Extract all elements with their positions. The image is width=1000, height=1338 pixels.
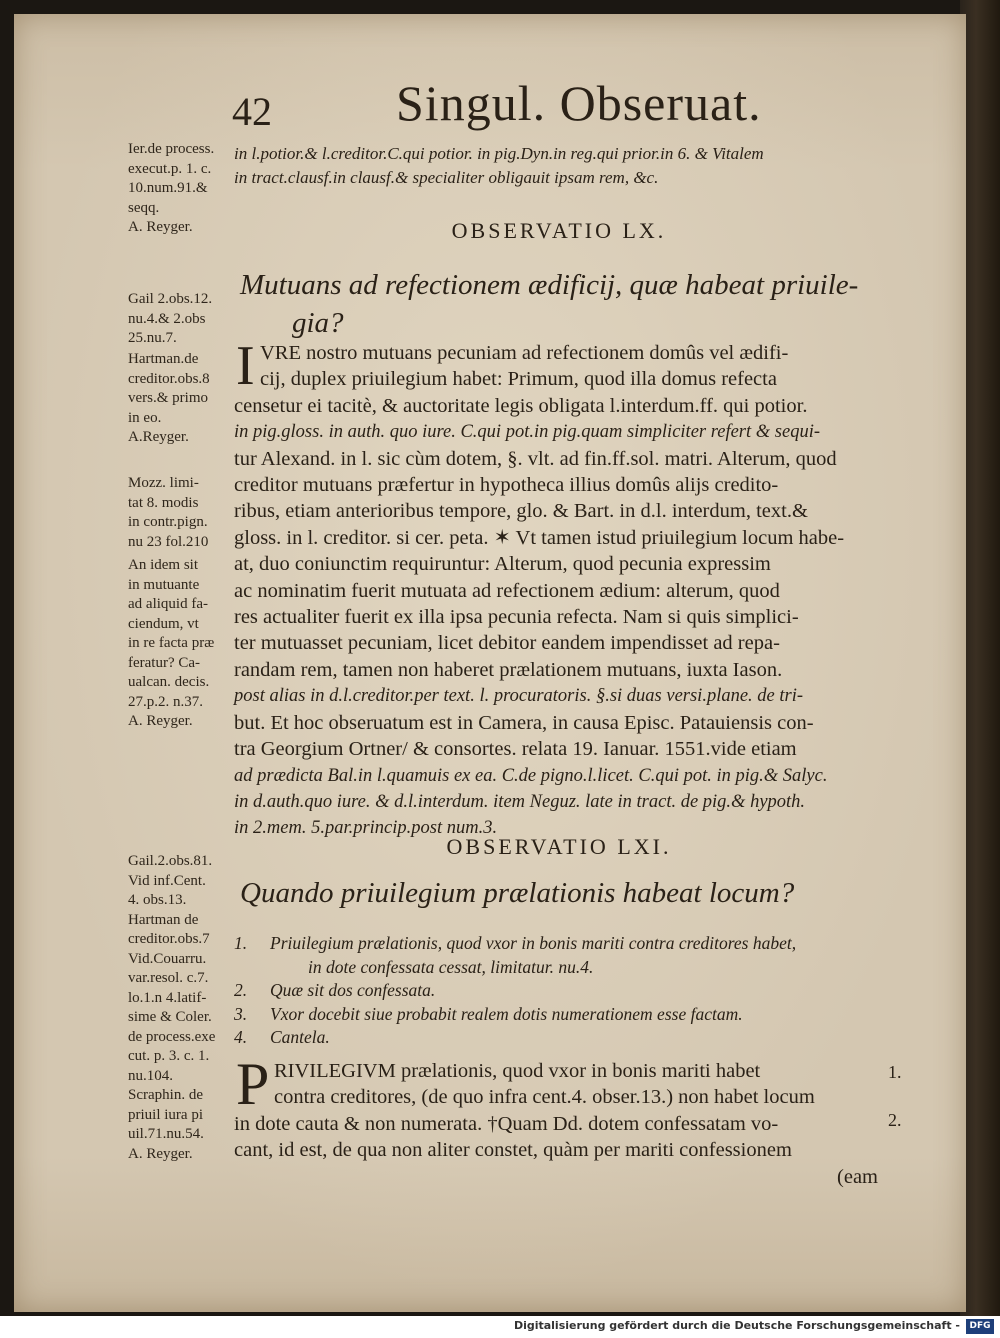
margin-note-line: var.resol. c.7. xyxy=(128,970,209,986)
body-line: VRE nostro mutuans pecuniam ad refectionem domûs vel ædifi- xyxy=(260,342,789,364)
observation-60-heading: OBSERVATIO LX. xyxy=(451,218,667,243)
margin-note-top xyxy=(128,140,238,238)
running-title: Singul. Obseruat. xyxy=(396,75,762,131)
title-line: Mutuans ad refectionem ædificij, quæ habeat priuile- xyxy=(240,269,859,301)
body-line: gloss. in l. creditor. si cer. peta. ✶ Vt tamen istud priuilegium locum habe- xyxy=(234,526,845,549)
margin-note-line: A.Reyger. xyxy=(128,429,189,445)
margin-note-line: 25.nu.7. xyxy=(128,330,177,346)
margin-note-line: Ier.de process. xyxy=(128,141,215,157)
margin-note-line: ualcan. decis. xyxy=(128,674,210,690)
observation-60-body xyxy=(234,335,884,842)
body-line: contra creditores, (de quo infra cent.4. obser.13.) non habet locum xyxy=(274,1086,815,1109)
dfg-logo-icon: DFG xyxy=(966,1319,994,1334)
margin-note-line: Scraphin. de xyxy=(128,1087,203,1103)
summary-item xyxy=(234,1026,884,1050)
margin-note-line: A. Reyger. xyxy=(128,1145,193,1162)
margin-note-line: ciendum, vt xyxy=(128,615,199,632)
title-line: gia? xyxy=(292,307,344,339)
summary-text: Quæ sit dos confessata. xyxy=(270,980,436,1001)
margin-note-line: seqq. xyxy=(128,199,160,216)
margin-note-line: Hartman de xyxy=(128,911,199,928)
margin-note-line: lo.1.n 4.latif- xyxy=(128,989,207,1006)
body-line: in pig.gloss. in auth. quo iure. C.qui pot.in pig.quam simpliciter refert & sequi- xyxy=(234,422,820,443)
margin-note-line: tat 8. modis xyxy=(128,494,199,511)
body-line: tra Georgium Ortner/ & consortes. relata 19. Ianuar. 1551.vide etiam xyxy=(234,738,797,761)
margin-note-line: feratur? Ca- xyxy=(128,654,201,671)
text-line: in tract.clausf.in clausf.& specialiter obligauit ipsam rem, &c. xyxy=(234,168,659,187)
body-line: but. Et hoc obseruatum est in Camera, in causa Episc. Patauiensis con- xyxy=(234,711,814,734)
margin-note-line: cut. p. 3. c. 1. xyxy=(128,1048,210,1064)
summary-text: Vxor docebit siue probabit realem dotis numerationem esse factam. xyxy=(270,1003,743,1024)
body-line: cant, id est, de qua non aliter constet, quàm per mariti confessionem xyxy=(234,1139,792,1162)
body-line: cij, duplex priuilegium habet: Primum, quod illa domus refecta xyxy=(260,368,777,391)
drop-cap-obs61: P xyxy=(236,1051,270,1117)
body-line: randam rem, tamen non haberet prælationem mutuans, iuxta Iason. xyxy=(234,658,783,681)
body-line: ac nominatim fuerit mutuata ad refectionem ædium: alterum, quod xyxy=(234,579,780,602)
margin-note-line: Vid inf.Cent. xyxy=(128,872,206,889)
body-line: tur Alexand. in l. sic cùm dotem, §. vlt. ad fin.ff.sol. matri. Alterum, quod xyxy=(234,447,837,470)
margin-note-line: A. Reyger. xyxy=(128,713,193,729)
margin-note-obs60-b xyxy=(128,350,238,448)
margin-note-line: 10.num.91.& xyxy=(128,180,208,196)
margin-note-line: uil.71.nu.54. xyxy=(128,1126,204,1142)
margin-note-line: Gail 2.obs.12. xyxy=(128,291,213,307)
summary-number: 2. xyxy=(234,980,248,1001)
margin-note-line: ad aliquid fa- xyxy=(128,596,208,612)
summary-number: 4. xyxy=(234,1027,248,1048)
body-line: in 2.mem. 5.par.princip.post num.3. xyxy=(234,818,498,839)
text-line: in l.potior.& l.creditor.C.qui potior. in pig.Dyn.in reg.qui prior.in 6. & Vitalem xyxy=(234,144,764,163)
margin-note-line: in contr.pign. xyxy=(128,514,208,530)
margin-note-line: Hartman.de xyxy=(128,351,199,367)
continuation-text xyxy=(234,142,884,190)
margin-note-line: in re facta præ xyxy=(128,635,215,651)
body-line: creditor mutuans præfertur in hypotheca illius domûs alijs credito- xyxy=(234,474,779,497)
observation-61-heading: OBSERVATIO LXI. xyxy=(446,834,672,859)
side-number: 2. xyxy=(888,1110,902,1130)
margin-note-line: sime & Coler. xyxy=(128,1009,212,1025)
margin-note-line: de process.exe xyxy=(128,1028,216,1045)
margin-note-obs60-a xyxy=(128,290,238,349)
body-line: in d.auth.quo iure. & d.l.interdum. item Neguz. late in tract. de pig.& hypoth. xyxy=(234,791,806,812)
summary-number: 1. xyxy=(234,933,248,953)
drop-cap-obs60: I xyxy=(236,335,255,397)
margin-note-line: Gail.2.obs.81. xyxy=(128,853,213,869)
margin-note-line: creditor.obs.7 xyxy=(128,931,210,947)
margin-note-line: nu.104. xyxy=(128,1067,173,1084)
margin-note-line: A. Reyger. xyxy=(128,219,193,235)
margin-note-line: Mozz. limi- xyxy=(128,475,199,491)
summary-item xyxy=(234,979,884,1003)
footer-bar xyxy=(0,1316,1000,1338)
body-line: (eam xyxy=(837,1165,878,1188)
footer-funding-text: Digitalisierung gefördert durch die Deutsche Forschungsgemeinschaft - xyxy=(513,1319,960,1332)
side-number: 1. xyxy=(888,1062,902,1082)
summary-number: 3. xyxy=(234,1003,248,1024)
page-number: 42 xyxy=(232,89,272,134)
margin-note-line: nu 23 fol.210 xyxy=(128,533,209,550)
summary-item-continuation xyxy=(234,956,884,980)
body-line: ter mutuasset pecuniam, licet debitor eandem impendisset ad repa- xyxy=(234,632,780,655)
summary-item xyxy=(234,1003,884,1027)
margin-note-line: vers.& primo xyxy=(128,390,208,406)
summary-text: Cantela. xyxy=(270,1027,330,1048)
margin-note-line: 27.p.2. n.37. xyxy=(128,693,203,710)
margin-note-line: priuil iura pi xyxy=(128,1106,203,1123)
observation-60-title xyxy=(240,266,890,342)
summary-item xyxy=(234,932,884,956)
body-line: ribus, etiam anterioribus tempore, glo. & Bart. in d.l. interdum, text.& xyxy=(234,500,808,523)
margin-note-line: An idem sit xyxy=(128,557,198,573)
summary-text: Priuilegium prælationis, quod vxor in bonis mariti contra creditores habet, xyxy=(270,933,797,953)
margin-note-obs61 xyxy=(128,852,238,1164)
summary-text: in dote confessata cessat, limitatur. nu.4. xyxy=(308,956,594,977)
observation-61-title: Quando priuilegium prælationis habeat locum? xyxy=(240,877,795,909)
body-line: in dote cauta & non numerata. †Quam Dd. dotem confessatam vo- xyxy=(234,1112,779,1135)
book-edge xyxy=(960,0,1000,1316)
margin-note-line: Vid.Couarru. xyxy=(128,950,207,967)
observation-61-summary xyxy=(234,932,884,1050)
margin-note-line: in eo. xyxy=(128,409,162,426)
margin-note-line: 4. obs.13. xyxy=(128,892,187,908)
body-line: ad prædicta Bal.in l.quamuis ex ea. C.de pigno.l.licet. C.qui pot. in pig.& Salyc. xyxy=(234,765,828,786)
margin-note-line: creditor.obs.8 xyxy=(128,370,210,387)
margin-note-line: execut.p. 1. c. xyxy=(128,160,212,177)
body-line: post alias in d.l.creditor.per text. l. procuratoris. §.si duas versi.plane. de tri- xyxy=(234,686,804,707)
observation-61-body xyxy=(234,1058,884,1190)
margin-note-line: in mutuante xyxy=(128,576,200,593)
body-line: res actualiter fuerit ex illa ipsa pecunia refecta. Nam si quis simplici- xyxy=(234,606,799,629)
margin-note-obs60-c xyxy=(128,474,238,552)
body-line: at, duo coniunctim requiruntur: Alterum, quod pecunia expressim xyxy=(234,553,771,576)
body-line: RIVILEGIVM prælationis, quod vxor in bonis mariti habet xyxy=(274,1060,761,1082)
margin-note-line: nu.4.& 2.obs xyxy=(128,310,206,327)
margin-note-obs60-d xyxy=(128,556,238,732)
body-line: censetur ei tacitè, & auctoritate legis obligata l.interdum.ff. qui potior. xyxy=(234,394,808,417)
